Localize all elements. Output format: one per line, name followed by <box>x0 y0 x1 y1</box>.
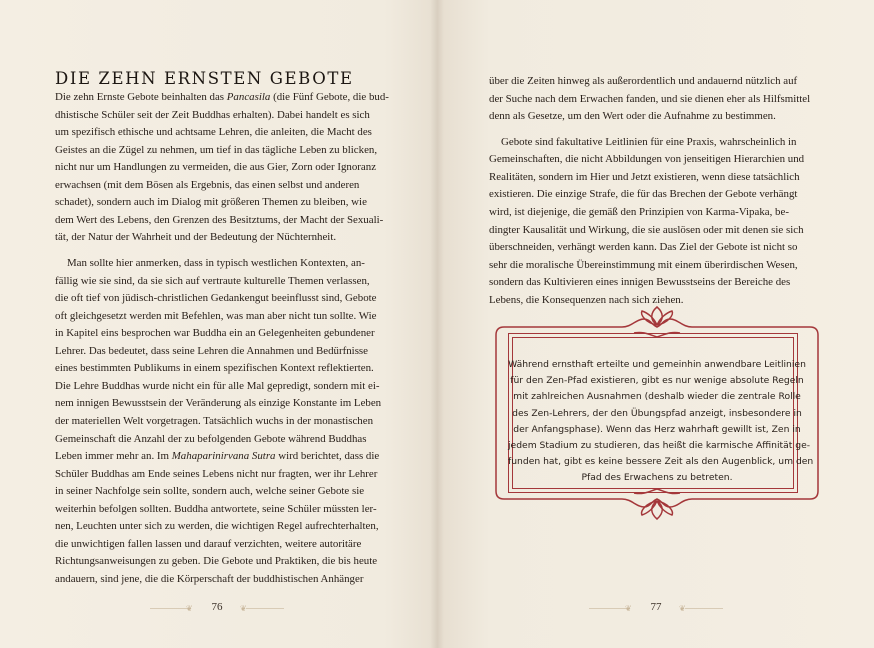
text-segment: nicht nur um Handlungen zu vermeiden, die aus Gier, Zorn oder Ignoranz <box>55 161 377 174</box>
text-line <box>55 290 395 308</box>
text-line <box>55 395 395 413</box>
text-segment: Die zehn Ernste Gebote beinhalten das <box>55 91 227 103</box>
text-line: Realitäten, sondern im Hier und Jetzt existieren, wenn diese tatsächlich <box>489 170 800 183</box>
text-segment: Leben immer mehr an. Im <box>55 450 172 463</box>
text-line <box>55 142 395 160</box>
text-segment: Die Lehre Buddhas wurde nicht ein für alle Mal gepredigt, sondern mit ei- <box>55 379 380 392</box>
page-number: 76 <box>211 601 223 613</box>
text-line <box>55 159 395 177</box>
text-line: Pfad des Erwachens zu betreten. <box>581 472 733 484</box>
text-line <box>55 308 395 326</box>
italic-title: Pancasila <box>226 91 271 103</box>
footer-rule-left <box>150 608 188 609</box>
text-line: überschneiden, verhängt werden kann. Das Ziel der Gebote ist nicht so <box>489 241 798 254</box>
text-line <box>55 177 395 195</box>
text-segment: weiterhin befolgen sollten. Buddha antwortete, seine Schüler müssten ler- <box>55 502 377 515</box>
text-segment: der materiellen Welt vorgetragen. Tatsächlich wuchs in der monastischen <box>55 415 374 428</box>
text-line <box>55 194 395 212</box>
text-segment: erwachsen (mit dem Bösen als Ergebnis, das einen selbst und anderen <box>55 178 360 191</box>
chapter-heading: DIE ZEHN ERNSTEN GEBOTE <box>55 69 354 88</box>
text-line: denn als Gesetze, um den Wert oder die Aufnahme zu bestimmen. <box>489 110 776 123</box>
text-line: des Zen-Lehrers, der den Übungspfad anzeigt, insbesondere in <box>512 407 802 419</box>
text-segment: nem innigen Bewusstsein der Veränderung als einzige Konstante im Leben <box>55 397 382 410</box>
text-line <box>55 124 395 142</box>
text-line: Gemeinschaften, die nicht Abbildungen von jenseitigen Hierarchien und <box>489 153 805 166</box>
text-line <box>55 89 395 107</box>
text-line: Lebens, die Konsequenzen nach sich ziehen. <box>489 293 684 306</box>
text-segment: Lehrer. Das bedeutet, dass seine Lehren die Annahmen und Bedürfnisse <box>55 344 369 357</box>
text-segment: oft gleichgesetzt werden mit Befehlen, was man aber nicht tun sollte. Wie <box>55 309 377 322</box>
text-segment: die unwichtigen fallen lassen und darauf verzichten, weitere autoritäre <box>55 537 362 550</box>
text-line: funden hat, gibt es keine bessere Zeit als den Augenblick, um den <box>508 456 814 468</box>
text-segment: dem Wert des Lebens, den Grenzen des Besitztums, der Macht der Sexuali- <box>55 213 384 226</box>
left-page-body <box>55 89 395 589</box>
text-segment: Man sollte hier anmerken, dass in typisch westlichen Kontexten, an- <box>67 257 365 270</box>
flourish-ornament-icon: ❦ <box>186 604 193 613</box>
text-line <box>55 536 395 554</box>
text-line: Während ernsthaft erteilte und gemeinhin anwendbare Leitlinien <box>508 359 806 370</box>
text-segment: die oft tief von jüdisch-christlichen Gedankengut beeinflusst sind, Gebote <box>55 292 377 305</box>
book-gutter <box>430 0 444 648</box>
text-segment: dhistische Schüler seit der Zeit Buddhas erhalten). Dabei handelt es sich <box>55 108 370 121</box>
text-line <box>55 273 395 291</box>
text-line: mit zahlreichen Ausnahmen (deshalb wieder die zentrale Rolle <box>513 391 801 403</box>
text-line <box>55 413 395 431</box>
text-line <box>55 466 395 484</box>
paragraph-gap <box>489 126 829 134</box>
flourish-ornament-icon: ❦ <box>625 604 632 613</box>
text-line: über die Zeiten hinweg als außerordentlich und andauernd nützlich auf <box>489 75 798 87</box>
text-segment: eines bestimmten Publikums in einem spezifischen Kontext reflektierten. <box>55 362 374 375</box>
text-segment: in seiner Nachfolge sein sollte, sondern auch, welche seiner Gebote sie <box>55 485 365 498</box>
lotus-ornament-icon <box>649 305 665 325</box>
text-line: der Anfangsphase). Wenn das Herz wahrhaft gewillt ist, Zen in <box>513 423 801 435</box>
italic-title: Mahaparinirvana Sutra <box>171 450 276 463</box>
text-line <box>55 343 395 361</box>
text-segment: nen, Leuchten unter sich zu werden, die wichtigen Regel aufrechterhalten, <box>55 520 379 533</box>
right-page-body <box>489 73 829 309</box>
footer-rule-left <box>589 608 627 609</box>
text-line: der Suche nach dem Erwachen fanden, und sie dienen eher als Hilfsmittel <box>489 92 811 105</box>
text-line <box>55 431 395 449</box>
text-line <box>55 378 395 396</box>
text-segment: (die Fünf Gebote, die bud- <box>270 91 389 103</box>
text-line <box>55 518 395 536</box>
text-line: sondern das Kultivieren eines innigen Bewusstseins der Bereiche des <box>489 276 791 289</box>
text-segment: in Kapitel eins besprochen war Buddha ein an Gelegenheiten gebundener <box>55 327 375 340</box>
text-line: jedem Stadium zu studieren, das heißt die karmische Affinität ge- <box>508 440 811 452</box>
right-page <box>437 0 874 648</box>
paragraph-gap <box>55 247 395 255</box>
text-line <box>55 107 395 125</box>
text-segment: Schüler Buddhas am Ende seines Lebens nicht nur fragten, wer ihr Lehrer <box>55 467 378 480</box>
text-segment: um spezifisch ethische und achtsame Lehren, die anleiten, die Macht des <box>55 126 372 139</box>
text-line: Gebote sind fakultative Leitlinien für eine Praxis, wahrscheinlich in <box>501 135 797 148</box>
text-line <box>55 553 395 571</box>
text-line: für den Zen-Pfad existieren, gibt es nur wenige absolute Regeln <box>510 375 804 387</box>
text-segment: tät, der Natur der Wahrheit und der Bedeutung der Nüchternheit. <box>55 231 337 244</box>
text-segment: wird berichtet, dass die <box>275 450 380 463</box>
flourish-ornament-icon: ❦ <box>679 604 686 613</box>
callout-text <box>508 357 814 487</box>
text-segment: Geistes an die Zügel zu nehmen, um tief in das tägliche Leben zu blicken, <box>55 143 378 156</box>
footer-rule-right <box>685 608 723 609</box>
text-line <box>55 229 395 247</box>
text-line: wird, ist diejenige, die gemäß den Prinzipien von Karma-Vipaka, be- <box>489 206 789 219</box>
text-line <box>55 325 395 343</box>
text-line <box>55 212 395 230</box>
text-segment: Gemeinschaft die Anzahl der zu befolgenden Gebote während Buddhas <box>55 432 367 445</box>
text-segment: schadet), sondern auch im Dialog mit größeren Themen zu bleiben, wie <box>55 196 367 209</box>
text-segment: Richtungsanweisungen zu geben. Die Gebote und Praktiken, die bis heute <box>55 555 378 568</box>
text-line <box>55 501 395 519</box>
text-line <box>55 360 395 378</box>
text-line: sehr die moralische Übereinstimmung mit einem überirdischen Wesen, <box>489 258 798 271</box>
text-segment: fällig wie sie sind, da sie sich auf vertraute kulturelle Themen verlassen, <box>55 274 370 287</box>
flourish-ornament-icon: ❦ <box>240 604 247 613</box>
text-line: existieren. Die einzige Strafe, die für das Brechen der Gebote verhängt <box>489 188 798 201</box>
text-segment: andauern, sind jene, die die Körperschaft der buddhistischen Anhänger <box>55 572 364 585</box>
text-line <box>55 448 395 466</box>
page-number: 77 <box>650 601 662 613</box>
lotus-ornament-icon <box>649 501 665 521</box>
text-line <box>55 255 395 273</box>
text-line: dingter Kausalität und Wirkung, die sie auslösen oder mit denen sie sich <box>489 223 804 236</box>
text-line <box>55 571 395 589</box>
text-line <box>55 483 395 501</box>
footer-rule-right <box>246 608 284 609</box>
